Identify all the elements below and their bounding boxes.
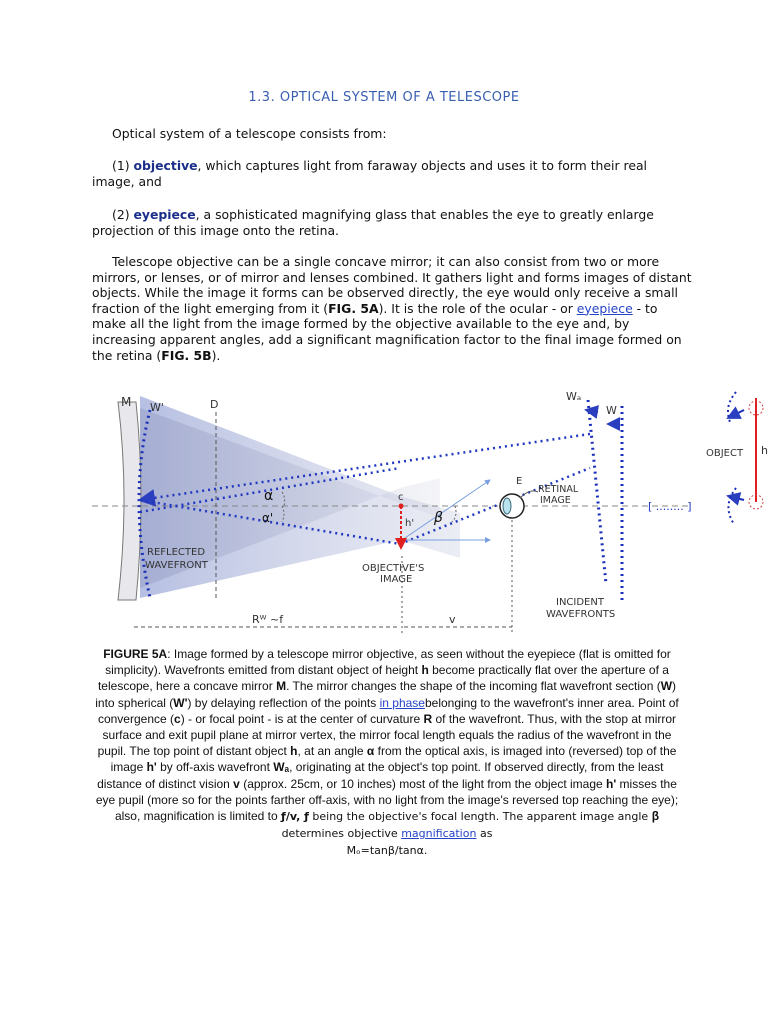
caption-bold: c — [174, 711, 181, 726]
caption-text: : Image formed by a telescope mirror objective, as seen without the eyepiece (flat is omitted for simplicity). Wavefronts emitted from distant object of height — [105, 647, 671, 678]
object-bottom-wavefront — [728, 488, 736, 524]
section-heading: 1.3. OPTICAL SYSTEM OF A TELESCOPE — [248, 90, 520, 105]
caption-text: of the wavefront. Thus, with the stop at mirror surface and exit pupil plane at mirror vertex, the mirror focal length equals the radius of the wavefront in the pupil. The top point of distant object — [97, 711, 677, 759]
caption-text: misses the eye pupil (more so for the points farther off-axis, with no light from the image's reversed top reaching the eye); also, magnification is limited to — [95, 776, 679, 824]
alpha-prime-label: α' — [262, 511, 274, 525]
in-phase-link[interactable]: in phase — [379, 695, 425, 710]
figure-ref-5a: FIG. 5A — [328, 300, 379, 316]
object-label: OBJECT — [706, 448, 744, 459]
intro-paragraph — [92, 126, 692, 142]
caption-bold: Wₐ — [273, 760, 290, 775]
eyepiece-description: , a sophisticated magnifying glass that enables the eye to greatly enlarge projection of this image onto the retina. — [92, 207, 654, 238]
objective-image-label-line1: OBJECTIVE'S — [362, 563, 425, 574]
magnification-formula: Mₒ=tanβ/tanα. — [346, 844, 428, 858]
eyepiece-paragraph — [92, 207, 692, 238]
objective-term: objective — [133, 158, 198, 173]
caption-bold: W' — [173, 695, 188, 710]
caption-bold: M — [276, 679, 287, 694]
caption-text: , at an angle — [297, 744, 367, 759]
w-prime-label: W' — [150, 401, 164, 414]
caption-text: from the optical axis, is imaged into (reversed) top of the image — [110, 744, 677, 775]
incident-wavefront-wa — [588, 400, 606, 584]
item-number: (2) — [112, 207, 130, 222]
alpha-label: α — [264, 488, 274, 504]
objective-image-label-line2: IMAGE — [380, 574, 413, 585]
wa-direction-arrow — [586, 410, 598, 412]
caption-text: . The mirror changes the shape of the incoming flat wavefront section ( — [286, 679, 661, 694]
telescope-optics-diagram — [0, 388, 768, 640]
eye-lens — [503, 498, 511, 514]
caption-text: become practically flat over the aperture of a telescope, here a concave mirror — [97, 663, 669, 694]
focal-point-label: c — [398, 492, 404, 503]
caption-bold: h' — [146, 760, 157, 775]
mirror-label: M — [121, 395, 132, 409]
eye-label: E — [516, 476, 523, 487]
beta-label: β — [434, 510, 443, 526]
caption-text: , originating at the object's top point. If observed directly, from the least distance of distinct vision — [97, 760, 664, 791]
caption-text: belonging to the wavefront's inner area. Point of convergence ( — [97, 695, 679, 726]
retinal-label-line1: RETINAL — [538, 484, 579, 495]
d-label: D — [210, 398, 219, 411]
figure-ref-5b: FIG. 5B — [161, 347, 212, 363]
wa-label: Wₐ — [566, 390, 582, 403]
reflected-label-line1: REFLECTED — [147, 547, 206, 558]
caption-bold: v — [233, 776, 240, 791]
incident-label-line1: INCIDENT — [556, 597, 604, 608]
caption-text: (approx. 25cm, or 10 inches) most of the light from the object image — [239, 776, 607, 791]
caption-bold: R — [423, 711, 433, 726]
object-top-emission — [728, 410, 744, 418]
figure-caption — [90, 646, 684, 860]
objective-paragraph — [92, 158, 692, 189]
focal-length-label: Rᵂ ~f — [252, 613, 284, 626]
w-label: W — [606, 404, 617, 417]
caption-text: being the objective's focal length. The apparent image angle — [308, 810, 652, 824]
body-text: ). It is the role of the ocular - or — [378, 300, 577, 316]
caption-bold: ƒ/v, ƒ — [281, 810, 309, 824]
eyepiece-link[interactable]: eyepiece — [576, 300, 633, 316]
focal-point — [399, 504, 404, 509]
eyepiece-term: eyepiece — [133, 207, 196, 222]
caption-text: ) into spherical ( — [95, 679, 677, 710]
body-text: ). — [211, 347, 221, 363]
caption-bold: h — [290, 744, 298, 759]
retinal-label-line2: IMAGE — [540, 495, 571, 506]
caption-bold: β — [651, 809, 660, 824]
magnification-link[interactable]: magnification — [401, 827, 477, 841]
body-text: - to make all the light from the image formed by the objective available to the eye and, by increasing apparent angles, add a significant magnification factor to the final image formed on the retina ( — [92, 300, 682, 363]
intro-text: Optical system of a telescope consists from: — [112, 126, 387, 141]
caption-text: ) by delaying reflection of the points — [187, 695, 380, 710]
caption-text: determines objective — [281, 827, 402, 841]
objective-description: , which captures light from faraway objects and uses it to form their real image, and — [92, 158, 647, 189]
object-height-label: h — [761, 444, 768, 457]
item-number: (1) — [112, 158, 130, 173]
caption-bold: W — [660, 679, 673, 694]
incident-label-line2: WAVEFRONTS — [546, 609, 616, 620]
viewing-distance-label: v — [449, 613, 456, 626]
caption-bold: h — [421, 663, 429, 678]
caption-bold: α — [366, 744, 375, 759]
caption-text: by off-axis wavefront — [156, 760, 274, 775]
caption-text: ) - or focal point - is at the center of curvature — [180, 711, 424, 726]
body-text: Telescope objective can be a single concave mirror; it can also consist from two or more mirrors, or lenses, or of mirror and lenses combined. It gathers light and forms images of distant objects. While the image it forms can be observed directly, the eye would only receive a small fraction of the light emerging from it ( — [92, 254, 692, 316]
caption-bold: h' — [606, 776, 617, 791]
distance-omitted-label: [ ........ ] — [648, 500, 692, 513]
caption-text: as — [476, 827, 493, 841]
caption-label: FIGURE 5A — [103, 647, 168, 661]
telescope-objective-paragraph — [92, 254, 692, 363]
reflected-label-line2: WAVEFRONT — [145, 560, 208, 571]
image-height-label: h' — [405, 518, 415, 529]
